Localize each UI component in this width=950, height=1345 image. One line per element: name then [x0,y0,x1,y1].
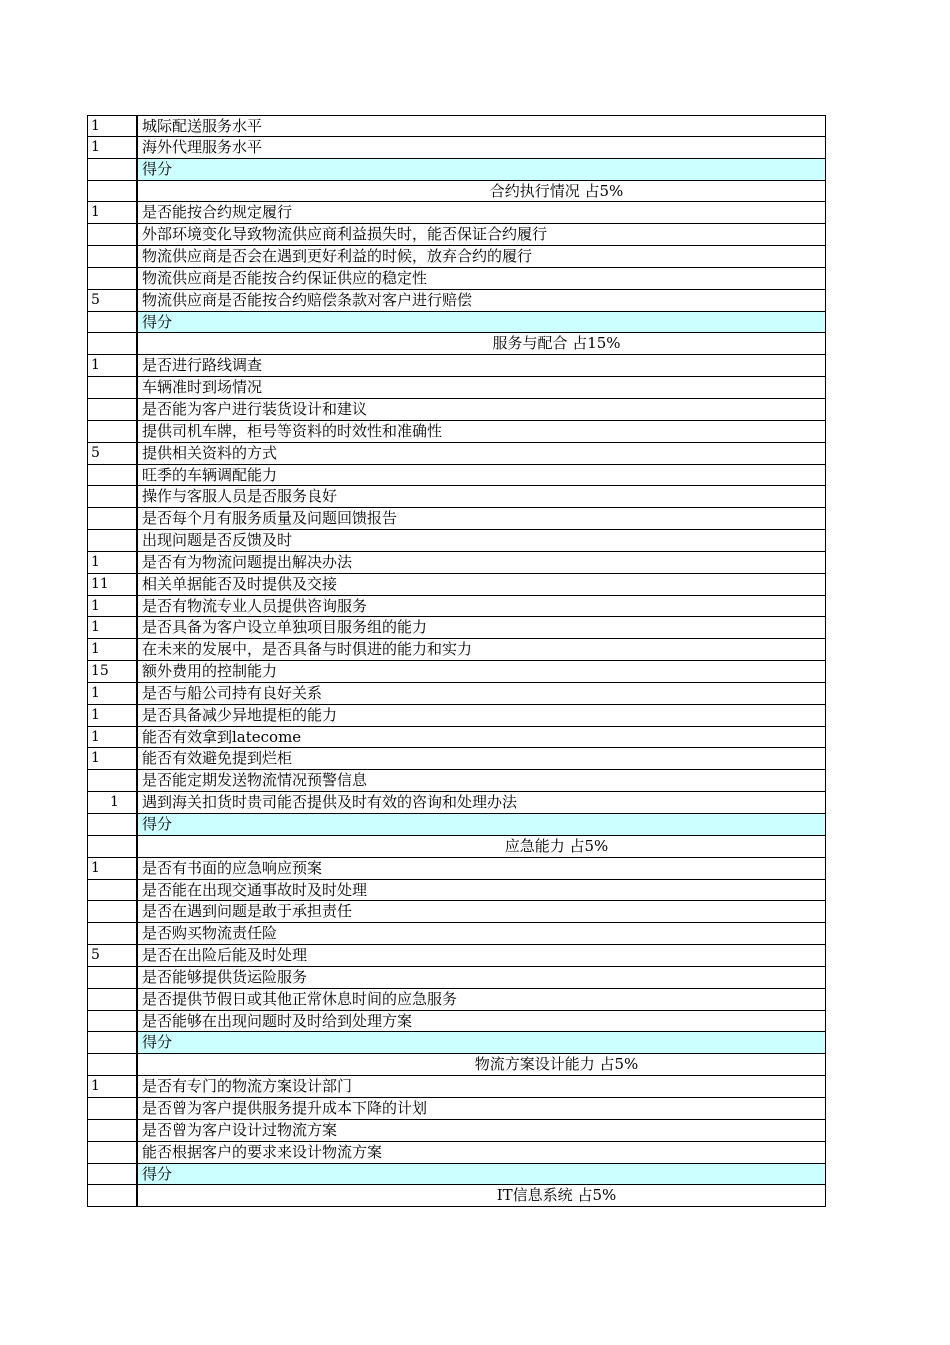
weight-cell[interactable] [87,377,138,399]
weight-cell[interactable]: 11 [87,574,138,596]
weight-cell[interactable]: 1 [87,137,138,159]
criterion-cell[interactable]: 提供相关资料的方式 [138,443,826,465]
criterion-cell[interactable]: 能否有效拿到latecome [138,727,826,749]
criterion-cell[interactable]: 旺季的车辆调配能力 [138,465,826,487]
weight-cell[interactable] [87,901,138,923]
section-title-cell[interactable]: 应急能力 占5% [138,836,826,858]
weight-cell[interactable]: 1 [87,202,138,224]
criterion-cell[interactable]: 是否具备为客户设立单独项目服务组的能力 [138,617,826,639]
weight-cell[interactable]: 1 [87,596,138,618]
weight-cell[interactable]: 1 [87,858,138,880]
score-row [87,159,826,181]
table-row [87,290,826,312]
weight-cell[interactable]: 1 [87,355,138,377]
weight-cell[interactable]: 1 [87,552,138,574]
criterion-cell[interactable]: 是否有书面的应急响应预案 [138,858,826,880]
section-header-row [87,181,826,203]
table-row [87,202,826,224]
table-row [87,792,826,814]
weight-cell[interactable] [87,465,138,487]
weight-cell[interactable] [87,421,138,443]
weight-cell[interactable] [87,923,138,945]
table-row [87,1142,826,1164]
table-row [87,923,826,945]
table-row [87,399,826,421]
criterion-cell[interactable]: 是否能够在出现问题时及时给到处理方案 [138,1011,826,1033]
criterion-cell[interactable]: 是否有为物流问题提出解决办法 [138,552,826,574]
section-title-cell[interactable]: 服务与配合 占15% [138,333,826,355]
table-row [87,617,826,639]
weight-cell[interactable] [87,1011,138,1033]
criterion-cell[interactable]: 是否在遇到问题是敢于承担责任 [138,901,826,923]
section-title-cell[interactable]: IT信息系统 占5% [138,1185,826,1207]
table-row [87,377,826,399]
criterion-cell[interactable]: 能否根据客户的要求来设计物流方案 [138,1142,826,1164]
weight-cell[interactable] [87,1120,138,1142]
weight-cell[interactable]: 1 [87,748,138,770]
criterion-cell[interactable]: 是否与船公司持有良好关系 [138,683,826,705]
criterion-cell[interactable]: 在未来的发展中，是否具备与时俱进的能力和实力 [138,639,826,661]
weight-cell[interactable] [87,530,138,552]
weight-cell[interactable] [87,486,138,508]
weight-cell[interactable]: 1 [87,683,138,705]
criterion-cell[interactable]: 是否具备减少异地提柜的能力 [138,705,826,727]
weight-cell[interactable] [87,1164,138,1186]
table-row [87,727,826,749]
section-header-row [87,1054,826,1076]
score-row [87,1032,826,1054]
criterion-cell[interactable]: 物流供应商是否能按合约保证供应的稳定性 [138,268,826,290]
weight-cell[interactable] [87,159,138,181]
table-row [87,1098,826,1120]
score-label-cell[interactable]: 得分 [138,159,826,181]
weight-cell[interactable] [87,770,138,792]
weight-cell[interactable]: 1 [87,1076,138,1098]
table-row [87,639,826,661]
table-row [87,901,826,923]
table-row [87,268,826,290]
weight-cell[interactable] [87,268,138,290]
table-row [87,137,826,159]
weight-cell[interactable] [87,312,138,334]
weight-cell[interactable]: 5 [87,290,138,312]
criterion-cell[interactable]: 是否能按合约规定履行 [138,202,826,224]
weight-cell[interactable]: 1 [87,727,138,749]
weight-cell[interactable] [87,508,138,530]
section-header-row [87,836,826,858]
criterion-cell[interactable]: 是否进行路线调查 [138,355,826,377]
criterion-cell[interactable]: 是否有物流专业人员提供咨询服务 [138,596,826,618]
section-title-cell[interactable]: 合约执行情况 占5% [138,181,826,203]
criterion-cell[interactable]: 是否能够提供货运险服务 [138,967,826,989]
table-row [87,705,826,727]
table-row [87,596,826,618]
weight-cell[interactable]: 5 [87,443,138,465]
weight-cell[interactable]: 15 [87,661,138,683]
weight-cell[interactable] [87,1098,138,1120]
weight-cell[interactable] [87,967,138,989]
section-header-row [87,1185,826,1207]
weight-cell[interactable] [87,989,138,1011]
score-label-cell[interactable]: 得分 [138,1032,826,1054]
weight-cell[interactable]: 5 [87,945,138,967]
table-row [87,770,826,792]
score-label-cell[interactable]: 得分 [138,312,826,334]
table-row [87,880,826,902]
table-row [87,1011,826,1033]
weight-cell[interactable] [87,399,138,421]
table-row [87,989,826,1011]
section-title-cell[interactable]: 物流方案设计能力 占5% [138,1054,826,1076]
score-row [87,1164,826,1186]
weight-cell[interactable] [87,1185,138,1207]
table-row [87,661,826,683]
criterion-cell[interactable]: 外部环境变化导致物流供应商利益损失时，能否保证合约履行 [138,224,826,246]
criterion-cell[interactable]: 遇到海关扣货时贵司能否提供及时有效的咨询和处理办法 [138,792,826,814]
criterion-cell[interactable]: 是否购买物流责任险 [138,923,826,945]
table-row [87,246,826,268]
criterion-cell[interactable]: 是否每个月有服务质量及问题回馈报告 [138,508,826,530]
criterion-cell[interactable]: 相关单据能否及时提供及交接 [138,574,826,596]
criterion-cell[interactable]: 是否提供节假日或其他正常休息时间的应急服务 [138,989,826,1011]
score-row [87,312,826,334]
table-row [87,1120,826,1142]
criterion-cell[interactable]: 是否有专门的物流方案设计部门 [138,1076,826,1098]
table-row [87,552,826,574]
weight-cell[interactable] [87,1054,138,1076]
weight-cell[interactable]: 1 [87,115,138,137]
weight-cell[interactable] [87,181,138,203]
table-row [87,945,826,967]
criterion-cell[interactable]: 是否能定期发送物流情况预警信息 [138,770,826,792]
weight-cell[interactable]: 1 [87,617,138,639]
criterion-cell[interactable]: 城际配送服务水平 [138,115,826,137]
spreadsheet-table [87,115,826,1207]
criterion-cell[interactable]: 车辆准时到场情况 [138,377,826,399]
criterion-cell[interactable]: 海外代理服务水平 [138,137,826,159]
criterion-cell[interactable]: 额外费用的控制能力 [138,661,826,683]
criterion-cell[interactable]: 能否有效避免提到烂柜 [138,748,826,770]
weight-cell[interactable] [87,246,138,268]
criterion-cell[interactable]: 出现问题是否反馈及时 [138,530,826,552]
criterion-cell[interactable]: 是否在出险后能及时处理 [138,945,826,967]
weight-cell[interactable] [87,224,138,246]
weight-cell[interactable]: 1 [87,639,138,661]
table-row [87,858,826,880]
weight-cell[interactable]: 1 [87,705,138,727]
table-row [87,748,826,770]
criterion-cell[interactable]: 是否能为客户进行装货设计和建议 [138,399,826,421]
table-row [87,355,826,377]
section-header-row [87,333,826,355]
weight-cell[interactable] [87,814,138,836]
weight-cell[interactable] [87,1032,138,1054]
criterion-cell[interactable]: 操作与客服人员是否服务良好 [138,486,826,508]
table-row [87,683,826,705]
table-row [87,421,826,443]
weight-cell[interactable] [87,836,138,858]
weight-cell[interactable] [87,333,138,355]
weight-cell[interactable] [87,880,138,902]
score-row [87,814,826,836]
table-row [87,508,826,530]
criterion-cell[interactable]: 物流供应商是否能按合约赔偿条款对客户进行赔偿 [138,290,826,312]
score-label-cell[interactable]: 得分 [138,814,826,836]
table-row [87,1076,826,1098]
table-row [87,530,826,552]
table-row [87,443,826,465]
criterion-cell[interactable]: 物流供应商是否会在遇到更好利益的时候，放弃合约的履行 [138,246,826,268]
score-label-cell[interactable]: 得分 [138,1164,826,1186]
table-row [87,465,826,487]
table-row [87,486,826,508]
criterion-cell[interactable]: 是否曾为客户设计过物流方案 [138,1120,826,1142]
criterion-cell[interactable]: 是否能在出现交通事故时及时处理 [138,880,826,902]
table-row [87,224,826,246]
table-row [87,967,826,989]
weight-cell[interactable] [87,1142,138,1164]
table-row [87,574,826,596]
criterion-cell[interactable]: 提供司机车牌，柜号等资料的时效性和准确性 [138,421,826,443]
criterion-cell[interactable]: 是否曾为客户提供服务提升成本下降的计划 [138,1098,826,1120]
weight-cell[interactable]: 1 [87,792,138,814]
table-row [87,115,826,137]
